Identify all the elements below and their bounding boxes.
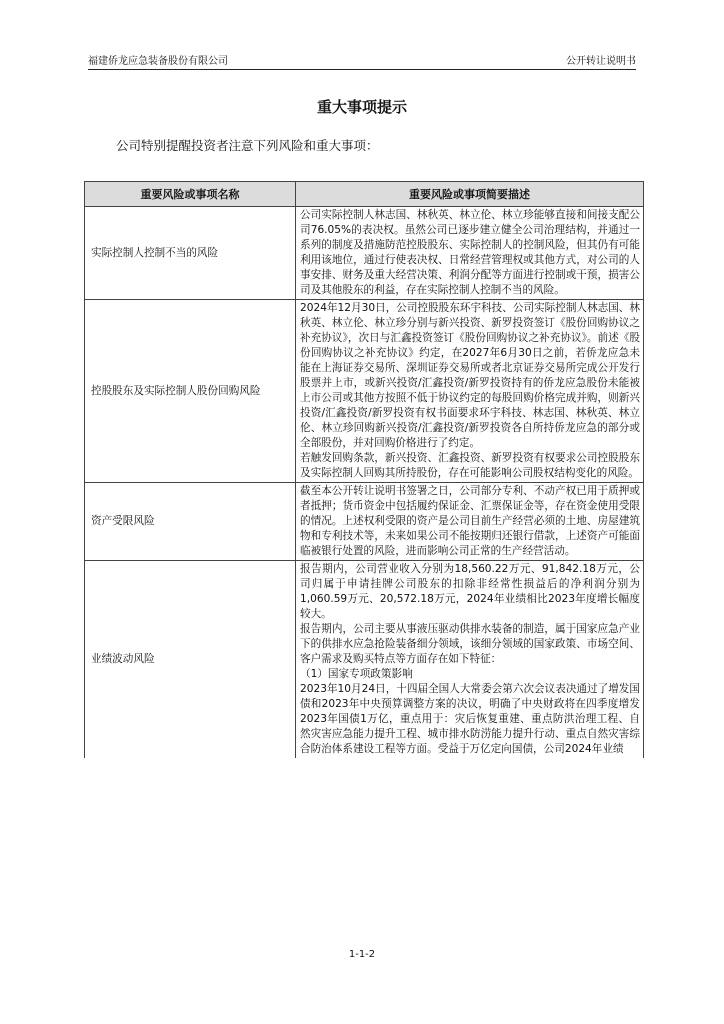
column-header-name: 重要风险或事项名称 bbox=[85, 182, 296, 207]
description-paragraph: 2024年12月30日，公司控股股东环宇科技、公司实际控制人林志国、林秋英、林立伦、林立珍分别与新兴投资、新罗投资签订《股份回购协议之补充协议》，次日与汇鑫投资签订《股份回购协议之补充协议》。前述《股份回购协议之补充协议》约定，在2027年6月30日之前，若侨龙应急未能在上海证券交易所、深圳证券交易所或者北京证券交易所完成公开发行股票并上市，或新兴投资/汇鑫投资/新罗投资持有的侨龙应急股份未能被上市公司或其他方按照不低于协议约定的每股回购价格完成并购，则新兴投资/汇鑫投资/新罗投资有权书面要求环宇科技、林志国、林秋英、林立伦、林立珍回购新兴投资/汇鑫投资/新罗投资各自所持侨龙应急的部分或全部股份，并对回购价格进行了约定。 bbox=[300, 302, 640, 449]
risk-table bbox=[84, 181, 644, 758]
header-divider bbox=[88, 69, 636, 70]
description-paragraph: （1）国家专项政策影响 bbox=[300, 668, 413, 680]
table-row bbox=[85, 561, 644, 759]
description-paragraph: 若触发回购条款，新兴投资、汇鑫投资、新罗投资有权要求公司控股股东及实际控制人回购其所持股份，存在可能影响公司股权结构变化的风险。 bbox=[300, 452, 640, 479]
risk-description bbox=[296, 483, 644, 561]
risk-name: 实际控制人控制不当的风险 bbox=[85, 207, 296, 300]
description-paragraph: 报告期内，公司主要从事液压驱动供排水装备的制造，属于国家应急产业下的供排水应急抢险装备细分领域，该细分领域的国家政策、市场空间、客户需求及购买特点等方面存在如下特征： bbox=[300, 623, 640, 665]
table-header-row bbox=[85, 182, 644, 207]
page-header bbox=[88, 52, 636, 68]
intro-text: 公司特别提醒投资者注意下列风险和重大事项： bbox=[116, 138, 379, 153]
description-paragraph: 截至本公开转让说明书签署之日，公司部分专利、不动产权已用于质押或者抵押；货币资金中包括履约保证金、汇票保证金等，存在资金使用受限的情况。上述权利受限的资产是公司目前生产经营必须的土地、房屋建筑物和专利技术等，未来如果公司不能按期归还银行借款，上述资产可能面临被银行处置的风险，进而影响公司正常的生产经营活动。 bbox=[300, 485, 640, 557]
risk-description bbox=[296, 207, 644, 300]
table-row bbox=[85, 300, 644, 483]
description-paragraph: 公司实际控制人林志国、林秋英、林立伦、林立珍能够直接和间接支配公司76.05%的表决权。虽然公司已逐步建立健全公司治理结构，并通过一系列的制度及措施防范控股股东、实际控制人的控制风险，但其仍有可能利用该地位，通过行使表决权、日常经营管理权或其他方式，对公司的人事安排、财务及重大经营决策、利润分配等方面进行控制或干预，损害公司及其他股东的利益，存在实际控制人控制不当的风险。 bbox=[300, 209, 640, 296]
header-company-name: 福建侨龙应急装备股份有限公司 bbox=[88, 56, 228, 67]
table-row bbox=[85, 207, 644, 300]
page-number: 1-1-2 bbox=[348, 949, 376, 960]
description-paragraph: 报告期内，公司营业收入分别为18,560.22万元、91,842.18万元，公司归属于申请挂牌公司股东的扣除非经常性损益后的净利润分别为1,060.59万元、20,572.18万元，2024年业绩相比2023年度增长幅度较大。 bbox=[300, 563, 640, 620]
risk-name: 资产受限风险 bbox=[85, 483, 296, 561]
description-paragraph: 2023年10月24日，十四届全国人大常委会第六次会议表决通过了增发国债和2023年中央预算调整方案的决议，明确了中央财政将在四季度增发2023年国债1万亿，重点用于：灾后恢复重建、重点防洪治理工程、自然灾害应急能力提升工程、城市排水防涝能力提升行动、重点自然灾害综合防治体系建设工程等方面。受益于万亿定向国债，公司2024年业绩 bbox=[300, 683, 640, 755]
risk-description bbox=[296, 300, 644, 483]
header-document-type: 公开转让说明书 bbox=[566, 56, 636, 67]
page-title: 重大事项提示 bbox=[316, 98, 407, 116]
table-row bbox=[85, 483, 644, 561]
risk-name: 业绩波动风险 bbox=[85, 561, 296, 759]
risk-name: 控股股东及实际控制人股份回购风险 bbox=[85, 300, 296, 483]
risk-description bbox=[296, 561, 644, 759]
column-header-description: 重要风险或事项简要描述 bbox=[296, 182, 644, 207]
